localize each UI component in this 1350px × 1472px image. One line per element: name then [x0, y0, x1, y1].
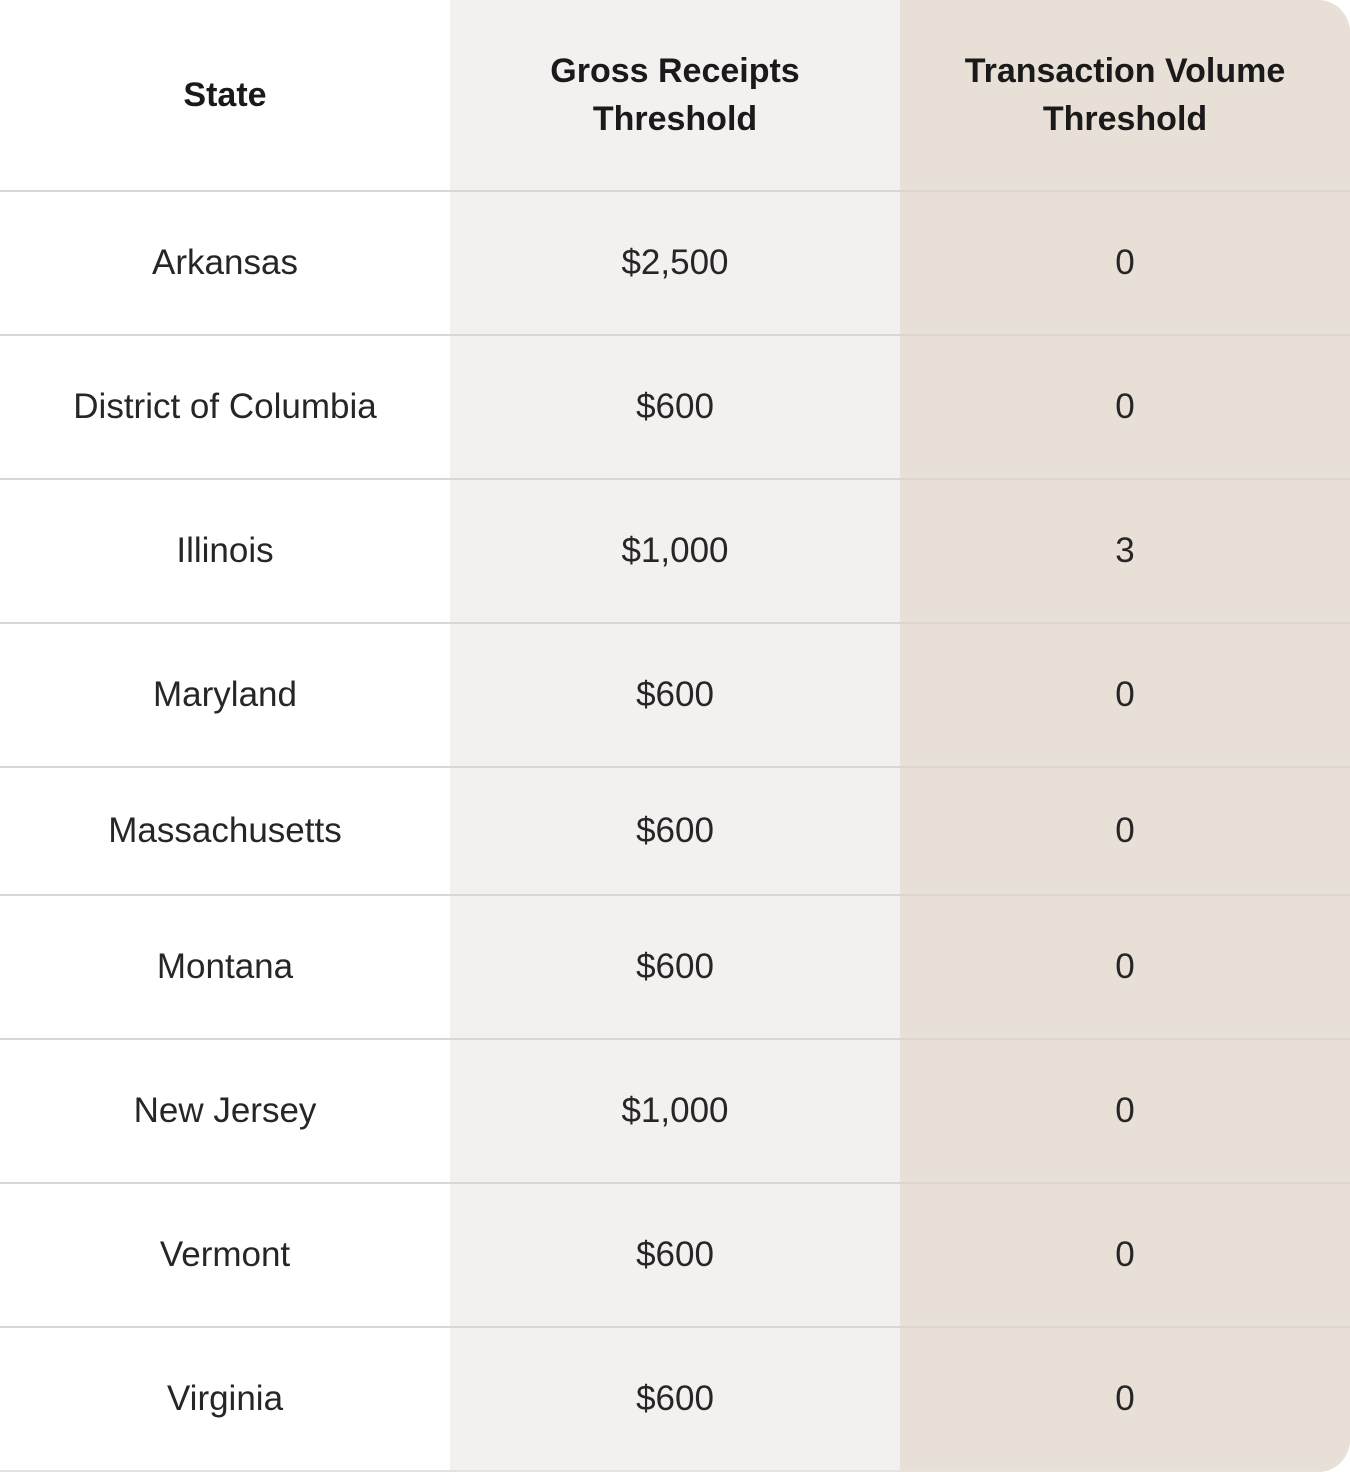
table-body — [0, 191, 1350, 1471]
cell-gross: $2,500 — [450, 191, 900, 335]
cell-gross: $600 — [450, 767, 900, 895]
cell-state: Virginia — [0, 1327, 450, 1471]
cell-state: Vermont — [0, 1183, 450, 1327]
cell-volume: 0 — [900, 1183, 1350, 1327]
table-row — [0, 1183, 1350, 1327]
cell-gross: $1,000 — [450, 479, 900, 623]
header-gross-receipts — [450, 0, 900, 191]
table-row — [0, 191, 1350, 335]
table-row — [0, 623, 1350, 767]
cell-gross: $1,000 — [450, 1039, 900, 1183]
cell-state: Montana — [0, 895, 450, 1039]
cell-state: Arkansas — [0, 191, 450, 335]
cell-volume: 0 — [900, 1039, 1350, 1183]
table-row — [0, 895, 1350, 1039]
cell-state: Illinois — [0, 479, 450, 623]
cell-volume: 0 — [900, 335, 1350, 479]
cell-gross: $600 — [450, 1183, 900, 1327]
header-state-label: State — [183, 76, 267, 114]
table-row — [0, 767, 1350, 895]
table-row — [0, 1039, 1350, 1183]
cell-volume: 0 — [900, 191, 1350, 335]
cell-volume: 0 — [900, 767, 1350, 895]
cell-volume: 0 — [900, 623, 1350, 767]
cell-state: New Jersey — [0, 1039, 450, 1183]
cell-state: District of Columbia — [0, 335, 450, 479]
header-gross-line1: Gross Receipts — [550, 52, 800, 90]
cell-volume: 0 — [900, 1327, 1350, 1471]
cell-state: Maryland — [0, 623, 450, 767]
cell-gross: $600 — [450, 1327, 900, 1471]
header-gross-line2: Threshold — [592, 100, 758, 138]
table-row — [0, 335, 1350, 479]
table-row — [0, 1327, 1350, 1471]
header-volume-line1: Transaction Volume — [964, 52, 1286, 90]
cell-volume: 0 — [900, 895, 1350, 1039]
cell-volume: 3 — [900, 479, 1350, 623]
header-transaction-volume — [900, 0, 1350, 191]
cell-gross: $600 — [450, 623, 900, 767]
header-row — [0, 0, 1350, 191]
cell-gross: $600 — [450, 335, 900, 479]
header-volume-line2: Threshold — [1042, 100, 1208, 138]
cell-state: Massachusetts — [0, 767, 450, 895]
table-row — [0, 479, 1350, 623]
cell-gross: $600 — [450, 895, 900, 1039]
table-header — [0, 0, 1350, 191]
header-state — [0, 0, 450, 191]
